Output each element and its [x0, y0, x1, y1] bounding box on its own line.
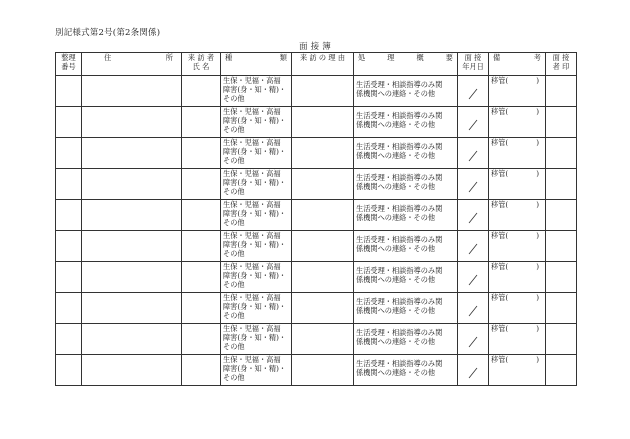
remarks-transfer-label: 移管( — [491, 169, 509, 178]
cell-reason[interactable] — [292, 200, 354, 231]
category-line: 障害(身・知・精)・ — [223, 147, 287, 156]
processing-line: 係機関への連絡・その他 — [356, 275, 436, 284]
category-line: その他 — [223, 187, 245, 196]
category-line: その他 — [223, 280, 245, 289]
header-visitor-line2: 氏 名 — [192, 62, 210, 71]
cell-interviewer-seal[interactable] — [546, 107, 577, 138]
cell-category — [221, 324, 292, 355]
date-slash-icon — [468, 88, 478, 100]
cell-interview-date[interactable] — [458, 231, 489, 262]
cell-interviewer-seal[interactable] — [546, 231, 577, 262]
header-address — [82, 53, 182, 76]
header-processing-part1: 処 — [358, 53, 366, 62]
cell-interview-date[interactable] — [458, 355, 489, 386]
date-slash-icon — [468, 119, 478, 131]
category-line: その他 — [223, 311, 245, 320]
category-line: その他 — [223, 249, 245, 258]
table-row — [56, 355, 577, 386]
remarks-transfer-label: 移管( — [491, 76, 509, 85]
cell-remarks[interactable] — [489, 355, 546, 386]
cell-category — [221, 169, 292, 200]
processing-line: 係機関への連絡・その他 — [356, 368, 436, 377]
cell-category — [221, 138, 292, 169]
cell-category — [221, 293, 292, 324]
header-processing-part2: 理 — [387, 53, 395, 62]
cell-remarks[interactable] — [489, 76, 546, 107]
cell-interviewer-seal[interactable] — [546, 76, 577, 107]
cell-reason[interactable] — [292, 262, 354, 293]
cell-interview-date[interactable] — [458, 138, 489, 169]
remarks-transfer-close: ) — [536, 76, 539, 85]
remarks-transfer-label: 移管( — [491, 138, 509, 147]
category-line: 障害(身・知・精)・ — [223, 178, 287, 187]
header-visitor-name — [182, 53, 221, 76]
cell-number[interactable] — [56, 355, 82, 386]
header-interviewer-seal — [546, 53, 577, 76]
date-slash-icon — [468, 150, 478, 162]
header-processing-part4: 要 — [445, 53, 453, 62]
date-slash-icon — [468, 243, 478, 255]
remarks-transfer-label: 移管( — [491, 293, 509, 302]
cell-visitor-name[interactable] — [182, 169, 221, 200]
remarks-transfer-close: ) — [536, 355, 539, 364]
cell-processing — [354, 76, 458, 107]
header-number — [56, 53, 82, 76]
category-line: 生保・児福・高福 — [223, 262, 281, 271]
header-interview-date — [458, 53, 489, 76]
cell-number[interactable] — [56, 262, 82, 293]
header-address-part2: 所 — [165, 53, 173, 62]
cell-processing — [354, 231, 458, 262]
table-row — [56, 107, 577, 138]
cell-remarks[interactable] — [489, 138, 546, 169]
category-line: 障害(身・知・精)・ — [223, 364, 287, 373]
processing-line: 生活受理・相談指導のみ関 — [356, 235, 443, 244]
remarks-transfer-close: ) — [536, 169, 539, 178]
cell-remarks[interactable] — [489, 169, 546, 200]
category-line: その他 — [223, 373, 245, 382]
header-processing — [354, 53, 458, 76]
processing-line: 係機関への連絡・その他 — [356, 213, 436, 222]
cell-remarks[interactable] — [489, 107, 546, 138]
ledger-body — [56, 76, 577, 386]
processing-line: 生活受理・相談指導のみ関 — [356, 204, 443, 213]
header-category-part2: 類 — [279, 53, 287, 62]
cell-address[interactable] — [82, 293, 182, 324]
cell-interview-date[interactable] — [458, 76, 489, 107]
header-seal-line2: 者 印 — [552, 62, 570, 71]
category-line: 生保・児福・高福 — [223, 324, 281, 333]
category-line: 生保・児福・高福 — [223, 107, 281, 116]
cell-category — [221, 231, 292, 262]
cell-address[interactable] — [82, 231, 182, 262]
category-line: 障害(身・知・精)・ — [223, 209, 287, 218]
processing-line: 係機関への連絡・その他 — [356, 244, 436, 253]
remarks-transfer-label: 移管( — [491, 262, 509, 271]
header-seal-line1: 面 接 — [552, 53, 570, 62]
cell-address[interactable] — [82, 324, 182, 355]
processing-line: 生活受理・相談指導のみ関 — [356, 111, 443, 120]
cell-reason[interactable] — [292, 355, 354, 386]
remarks-transfer-close: ) — [536, 107, 539, 116]
table-row — [56, 200, 577, 231]
cell-interviewer-seal[interactable] — [546, 355, 577, 386]
table-row — [56, 169, 577, 200]
cell-interview-date[interactable] — [458, 324, 489, 355]
table-row — [56, 231, 577, 262]
header-processing-part3: 概 — [416, 53, 424, 62]
cell-reason[interactable] — [292, 293, 354, 324]
processing-line: 生活受理・相談指導のみ関 — [356, 266, 443, 275]
processing-line: 生活受理・相談指導のみ関 — [356, 297, 443, 306]
header-remarks-part1: 備 — [493, 53, 501, 62]
cell-interview-date[interactable] — [458, 200, 489, 231]
cell-reason[interactable] — [292, 76, 354, 107]
cell-processing — [354, 200, 458, 231]
cell-visitor-name[interactable] — [182, 324, 221, 355]
table-row — [56, 76, 577, 107]
header-number-line1: 整理 — [61, 53, 76, 62]
cell-visitor-name[interactable] — [182, 107, 221, 138]
processing-line: 生活受理・相談指導のみ関 — [356, 80, 443, 89]
header-date-line2: 年月日 — [462, 62, 484, 71]
cell-interviewer-seal[interactable] — [546, 324, 577, 355]
cell-address[interactable] — [82, 355, 182, 386]
cell-remarks[interactable] — [489, 324, 546, 355]
cell-category — [221, 355, 292, 386]
cell-interview-date[interactable] — [458, 293, 489, 324]
processing-line: 生活受理・相談指導のみ関 — [356, 359, 443, 368]
cell-category — [221, 76, 292, 107]
cell-address[interactable] — [82, 169, 182, 200]
category-line: 生保・児福・高福 — [223, 200, 281, 209]
header-date-line1: 面 接 — [464, 53, 482, 62]
cell-visitor-name[interactable] — [182, 231, 221, 262]
cell-interview-date[interactable] — [458, 169, 489, 200]
remarks-transfer-label: 移管( — [491, 324, 509, 333]
header-category-part1: 種 — [225, 53, 233, 62]
date-slash-icon — [468, 181, 478, 193]
cell-interviewer-seal[interactable] — [546, 138, 577, 169]
document-title: 面 接 簿 — [299, 42, 331, 52]
cell-visitor-name[interactable] — [182, 355, 221, 386]
date-slash-icon — [468, 336, 478, 348]
processing-line: 係機関への連絡・その他 — [356, 182, 436, 191]
category-line: その他 — [223, 94, 245, 103]
processing-line: 係機関への連絡・その他 — [356, 120, 436, 129]
category-line: 生保・児福・高福 — [223, 169, 281, 178]
header-remarks — [489, 53, 546, 76]
header-category — [221, 53, 292, 76]
header-reason — [292, 53, 354, 76]
date-slash-icon — [468, 212, 478, 224]
table-row — [56, 324, 577, 355]
remarks-transfer-close: ) — [536, 231, 539, 240]
table-row — [56, 138, 577, 169]
cell-processing — [354, 169, 458, 200]
category-line: 生保・児福・高福 — [223, 355, 281, 364]
processing-line: 係機関への連絡・その他 — [356, 337, 436, 346]
category-line: 障害(身・知・精)・ — [223, 302, 287, 311]
cell-remarks[interactable] — [489, 293, 546, 324]
cell-category — [221, 107, 292, 138]
cell-processing — [354, 293, 458, 324]
cell-number[interactable] — [56, 200, 82, 231]
date-slash-icon — [468, 367, 478, 379]
cell-number[interactable] — [56, 76, 82, 107]
cell-remarks[interactable] — [489, 231, 546, 262]
cell-interview-date[interactable] — [458, 262, 489, 293]
cell-visitor-name[interactable] — [182, 200, 221, 231]
table-row — [56, 293, 577, 324]
cell-interviewer-seal[interactable] — [546, 293, 577, 324]
remarks-transfer-label: 移管( — [491, 231, 509, 240]
category-line: 障害(身・知・精)・ — [223, 271, 287, 280]
cell-processing — [354, 262, 458, 293]
cell-interview-date[interactable] — [458, 107, 489, 138]
remarks-transfer-close: ) — [536, 200, 539, 209]
cell-interviewer-seal[interactable] — [546, 262, 577, 293]
category-line: 生保・児福・高福 — [223, 76, 281, 85]
date-slash-icon — [468, 305, 478, 317]
cell-processing — [354, 107, 458, 138]
category-line: 生保・児福・高福 — [223, 138, 281, 147]
processing-line: 生活受理・相談指導のみ関 — [356, 173, 443, 182]
cell-number[interactable] — [56, 293, 82, 324]
cell-visitor-name[interactable] — [182, 262, 221, 293]
form-label: 別記様式第2号(第2条関係) — [55, 28, 161, 38]
remarks-transfer-close: ) — [536, 324, 539, 333]
cell-reason[interactable] — [292, 138, 354, 169]
cell-address[interactable] — [82, 262, 182, 293]
category-line: 障害(身・知・精)・ — [223, 333, 287, 342]
header-number-line2: 番号 — [61, 62, 76, 71]
cell-number[interactable] — [56, 231, 82, 262]
cell-address[interactable] — [82, 200, 182, 231]
cell-address[interactable] — [82, 107, 182, 138]
cell-reason[interactable] — [292, 107, 354, 138]
date-slash-icon — [468, 274, 478, 286]
cell-number[interactable] — [56, 324, 82, 355]
cell-visitor-name[interactable] — [182, 138, 221, 169]
cell-reason[interactable] — [292, 324, 354, 355]
category-line: その他 — [223, 156, 245, 165]
processing-line: 係機関への連絡・その他 — [356, 306, 436, 315]
table-row — [56, 262, 577, 293]
cell-visitor-name[interactable] — [182, 76, 221, 107]
category-line: 障害(身・知・精)・ — [223, 85, 287, 94]
remarks-transfer-close: ) — [536, 262, 539, 271]
remarks-transfer-label: 移管( — [491, 107, 509, 116]
header-reason-label: 来 訪 の 理 由 — [299, 53, 346, 62]
category-line: 生保・児福・高福 — [223, 293, 281, 302]
cell-category — [221, 262, 292, 293]
cell-remarks[interactable] — [489, 262, 546, 293]
remarks-transfer-label: 移管( — [491, 355, 509, 364]
category-line: その他 — [223, 125, 245, 134]
category-line: その他 — [223, 342, 245, 351]
cell-interviewer-seal[interactable] — [546, 200, 577, 231]
cell-number[interactable] — [56, 138, 82, 169]
cell-reason[interactable] — [292, 169, 354, 200]
category-line: 生保・児福・高福 — [223, 231, 281, 240]
processing-line: 生活受理・相談指導のみ関 — [356, 328, 443, 337]
cell-number[interactable] — [56, 107, 82, 138]
cell-number[interactable] — [56, 169, 82, 200]
cell-category — [221, 200, 292, 231]
remarks-transfer-close: ) — [536, 293, 539, 302]
header-remarks-part2: 考 — [533, 53, 541, 62]
processing-line: 生活受理・相談指導のみ関 — [356, 142, 443, 151]
header-address-part1: 住 — [104, 53, 112, 62]
cell-processing — [354, 138, 458, 169]
header-visitor-line1: 来 訪 者 — [187, 53, 215, 62]
cell-processing — [354, 355, 458, 386]
cell-remarks[interactable] — [489, 200, 546, 231]
category-line: その他 — [223, 218, 245, 227]
cell-reason[interactable] — [292, 231, 354, 262]
processing-line: 係機関への連絡・その他 — [356, 151, 436, 160]
cell-processing — [354, 324, 458, 355]
remarks-transfer-label: 移管( — [491, 200, 509, 209]
category-line: 障害(身・知・精)・ — [223, 116, 287, 125]
cell-visitor-name[interactable] — [182, 293, 221, 324]
cell-address[interactable] — [82, 138, 182, 169]
remarks-transfer-close: ) — [536, 138, 539, 147]
cell-address[interactable] — [82, 76, 182, 107]
category-line: 障害(身・知・精)・ — [223, 240, 287, 249]
processing-line: 係機関への連絡・その他 — [356, 89, 436, 98]
cell-interviewer-seal[interactable] — [546, 169, 577, 200]
header-row — [56, 53, 577, 76]
interview-ledger-table — [55, 52, 577, 386]
